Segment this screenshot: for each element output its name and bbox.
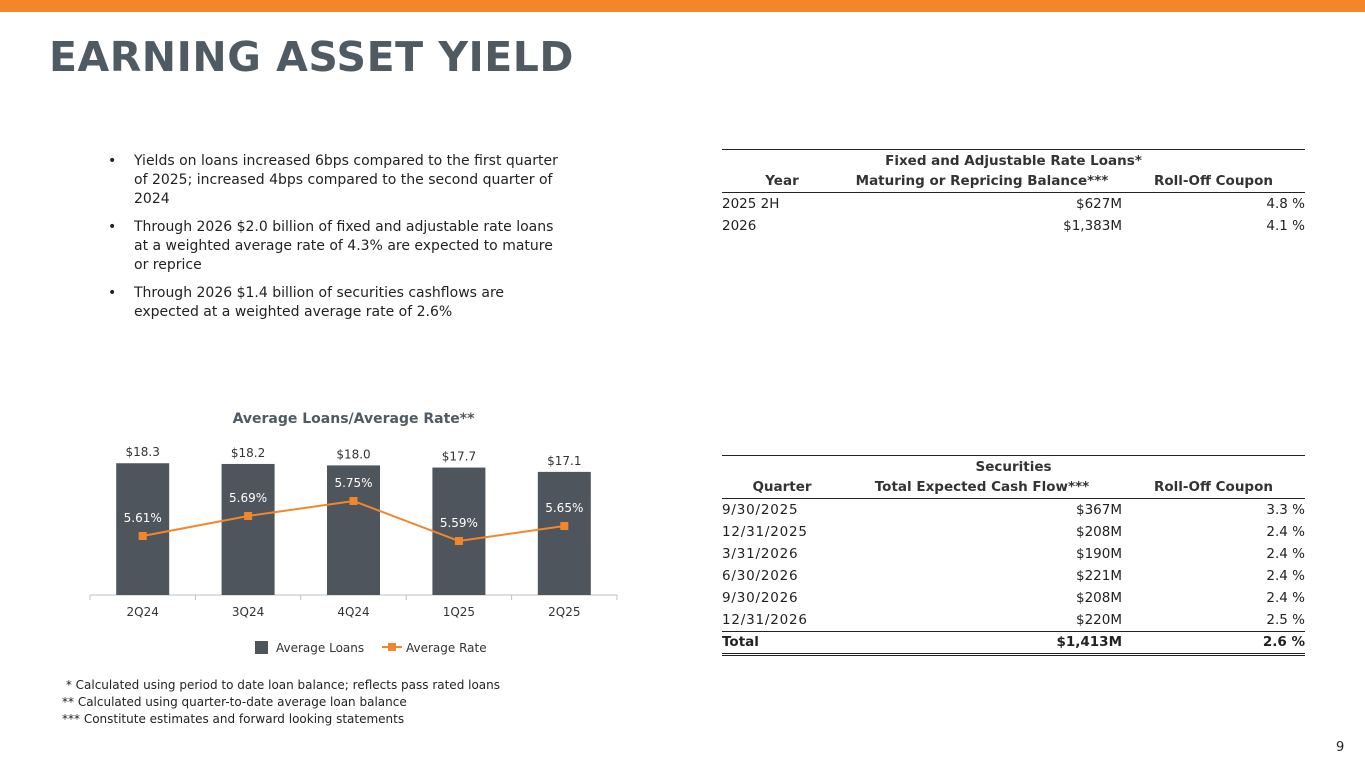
bar-data-label: $18.0 bbox=[336, 447, 371, 462]
cell-balance: $627M bbox=[1075, 196, 1122, 212]
header-coupon: Roll-Off Coupon bbox=[1154, 173, 1273, 189]
legend-swatch-average-loans bbox=[255, 641, 268, 654]
line-data-label: 5.65% bbox=[545, 501, 584, 515]
loans-table-caption: Fixed and Adjustable Rate Loans* bbox=[722, 149, 1305, 171]
bar-average-loans bbox=[222, 464, 275, 595]
loans-table bbox=[722, 149, 1305, 237]
cell-quarter: 9/30/2026 bbox=[722, 590, 799, 606]
table-row bbox=[722, 215, 1305, 237]
page-number: 9 bbox=[1336, 740, 1345, 755]
bullet-marker: • bbox=[108, 219, 117, 235]
header-coupon: Roll-Off Coupon bbox=[1154, 479, 1273, 495]
bar-average-loans bbox=[432, 468, 485, 595]
x-tick-label: 1Q25 bbox=[442, 605, 476, 619]
cell-total-label: Total bbox=[722, 634, 759, 650]
cell-cash-flow: $208M bbox=[1075, 590, 1122, 606]
bullet-text: Through 2026 $1.4 billion of securities cashflows are expected at a weighted average rate of 2.6% bbox=[134, 285, 505, 320]
bar-data-label: $18.3 bbox=[125, 445, 160, 460]
bar-average-loans bbox=[116, 463, 169, 595]
line-marker-average-rate bbox=[455, 537, 463, 545]
table-row bbox=[722, 193, 1305, 215]
x-tick-label: 2Q24 bbox=[126, 605, 159, 619]
line-data-label: 5.69% bbox=[229, 491, 268, 505]
cell-quarter: 12/31/2026 bbox=[722, 612, 808, 628]
table-total-row bbox=[722, 631, 1305, 656]
cell-coupon: 4.1 % bbox=[1266, 218, 1305, 234]
header-balance: Maturing or Repricing Balance*** bbox=[855, 173, 1109, 189]
cell-cash-flow: $190M bbox=[1075, 546, 1122, 562]
bullet-marker: • bbox=[108, 285, 117, 301]
cell-cash-flow: $221M bbox=[1075, 568, 1122, 584]
bar-data-label: $18.2 bbox=[230, 445, 266, 460]
x-tick-label: 4Q24 bbox=[337, 605, 370, 619]
securities-table bbox=[722, 455, 1305, 656]
table-row bbox=[722, 565, 1305, 587]
cell-year: 2026 bbox=[722, 218, 757, 234]
bullet-item bbox=[108, 152, 568, 209]
footnote: ** Calculated using quarter-to-date average loan balance bbox=[62, 695, 407, 709]
cell-quarter: 6/30/2026 bbox=[722, 568, 799, 584]
header-year: Year bbox=[765, 173, 799, 189]
legend-marker-average-rate bbox=[388, 643, 396, 651]
cell-quarter: 3/31/2026 bbox=[722, 546, 799, 562]
footnote: * Calculated using period to date loan balance; reflects pass rated loans bbox=[62, 678, 501, 692]
table-row bbox=[722, 521, 1305, 543]
cell-total-coupon: 2.6 % bbox=[1262, 634, 1305, 650]
x-tick-label: 3Q24 bbox=[231, 605, 265, 619]
bullet-list bbox=[108, 152, 568, 331]
cell-cash-flow: $367M bbox=[1075, 502, 1122, 518]
line-marker-average-rate bbox=[350, 497, 358, 505]
bullet-marker: • bbox=[108, 153, 117, 169]
footnote: *** Constitute estimates and forward looking statements bbox=[62, 712, 405, 726]
line-marker-average-rate bbox=[560, 522, 568, 530]
bullet-item bbox=[108, 284, 568, 322]
cell-cash-flow: $220M bbox=[1075, 612, 1122, 628]
cell-quarter: 9/30/2025 bbox=[722, 502, 799, 518]
line-data-label: 5.61% bbox=[123, 511, 162, 525]
bar-data-label: $17.1 bbox=[547, 453, 582, 468]
table-row bbox=[722, 499, 1305, 521]
cell-total-cash-flow: $1,413M bbox=[1056, 634, 1122, 650]
line-marker-average-rate bbox=[244, 512, 252, 520]
line-marker-average-rate bbox=[139, 532, 147, 540]
cell-coupon: 2.4 % bbox=[1266, 546, 1305, 562]
page-title: EARNING ASSET YIELD bbox=[49, 33, 574, 81]
table-row bbox=[722, 587, 1305, 609]
securities-table-caption: Securities bbox=[722, 455, 1305, 477]
cell-coupon: 2.4 % bbox=[1266, 568, 1305, 584]
loans-table-header bbox=[722, 171, 1305, 193]
legend-label-average-loans: Average Loans bbox=[276, 641, 365, 655]
footnotes bbox=[62, 677, 500, 728]
bar-data-label: $17.7 bbox=[441, 449, 477, 464]
header-quarter: Quarter bbox=[752, 479, 812, 495]
line-data-label: 5.75% bbox=[334, 476, 373, 490]
x-tick-label: 2Q25 bbox=[548, 605, 581, 619]
cell-coupon: 3.3 % bbox=[1266, 502, 1305, 518]
cell-coupon: 2.4 % bbox=[1266, 524, 1305, 540]
bullet-text: Yields on loans increased 6bps compared to the first quarter of 2025; increased 4bps compared to the second quarter of 2024 bbox=[134, 153, 558, 207]
line-data-label: 5.59% bbox=[439, 516, 478, 530]
loans-rate-chart bbox=[80, 436, 640, 661]
cell-cash-flow: $208M bbox=[1075, 524, 1122, 540]
cell-balance: $1,383M bbox=[1063, 218, 1122, 234]
cell-quarter: 12/31/2025 bbox=[722, 524, 808, 540]
securities-table-header bbox=[722, 477, 1305, 499]
cell-coupon: 2.5 % bbox=[1266, 612, 1305, 628]
bullet-text: Through 2026 $2.0 billion of fixed and adjustable rate loans at a weighted average rate of 4.3% are expected to mature or reprice bbox=[134, 219, 554, 273]
accent-bar bbox=[0, 0, 1365, 12]
table-row bbox=[722, 543, 1305, 565]
cell-coupon: 2.4 % bbox=[1266, 590, 1305, 606]
table-row bbox=[722, 609, 1305, 631]
bullet-item bbox=[108, 218, 568, 275]
legend-label-average-rate: Average Rate bbox=[406, 641, 487, 655]
cell-year: 2025 2H bbox=[722, 196, 780, 212]
chart-title: Average Loans/Average Rate** bbox=[232, 411, 475, 427]
header-cash-flow: Total Expected Cash Flow*** bbox=[874, 479, 1090, 495]
bar-average-loans bbox=[538, 472, 591, 595]
cell-coupon: 4.8 % bbox=[1266, 196, 1305, 212]
